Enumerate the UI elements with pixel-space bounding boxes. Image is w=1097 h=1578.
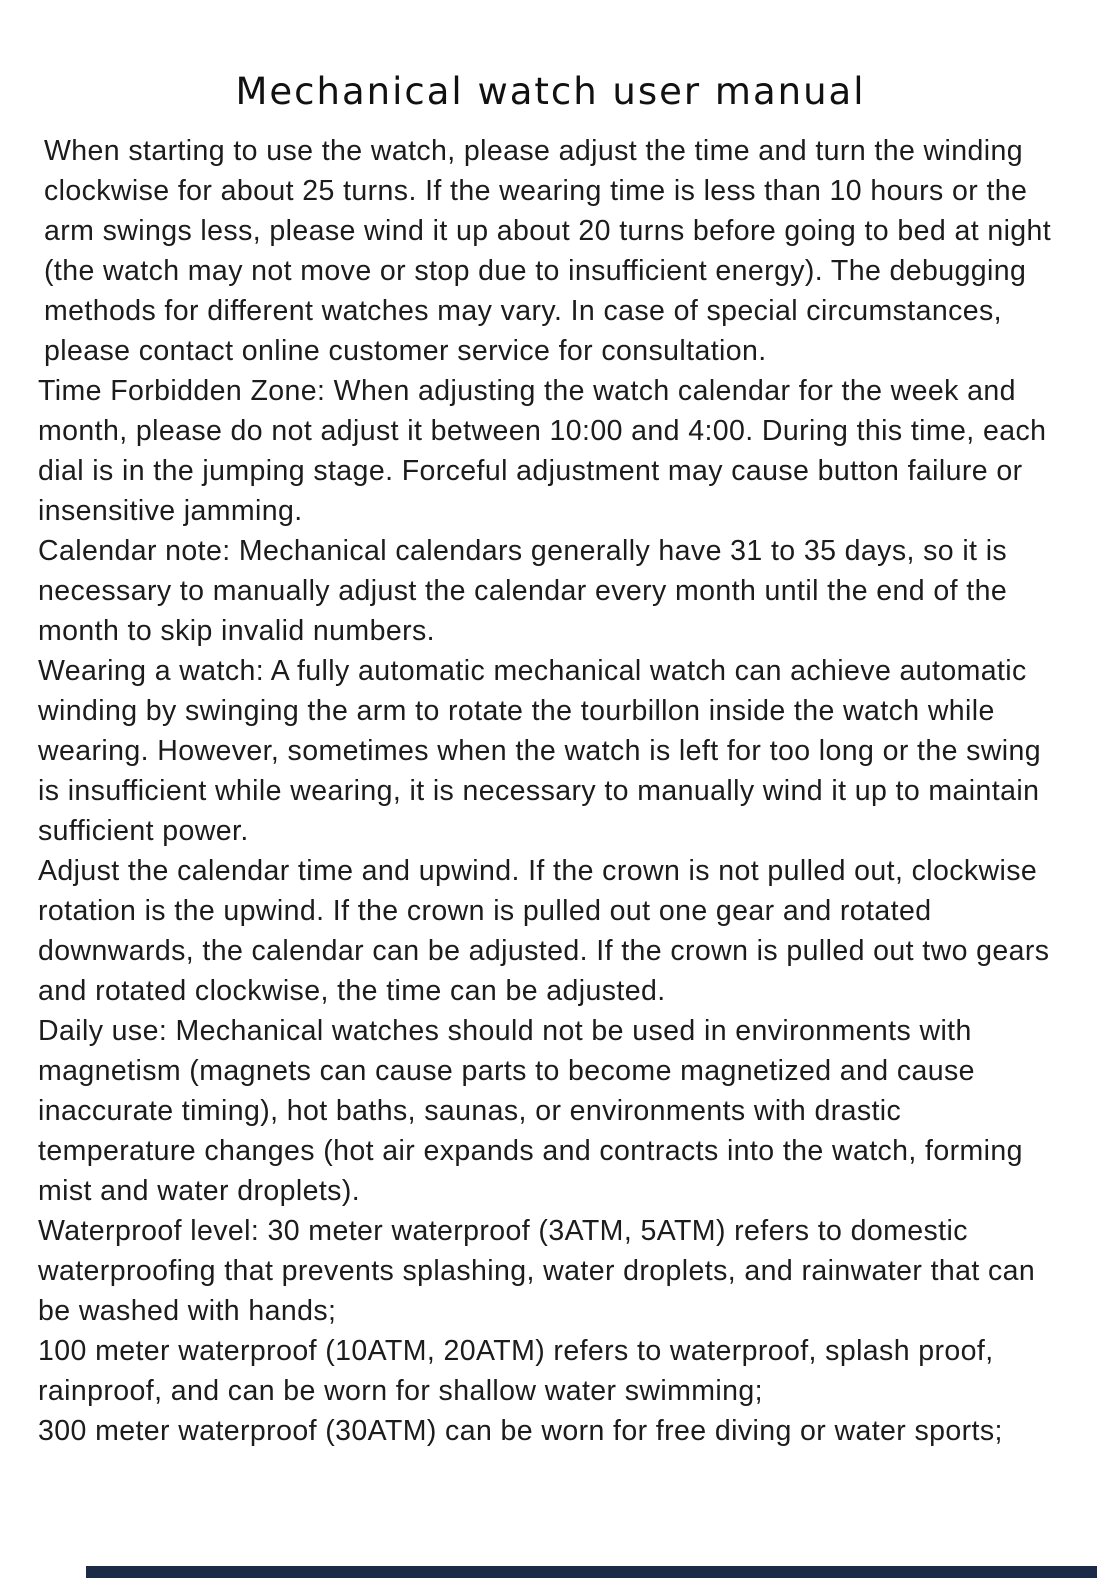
paragraph-waterproof-300m: 300 meter waterproof (30ATM) can be worn for free diving or water sports;: [38, 1415, 1003, 1447]
paragraph-adjust-calendar: Adjust the calendar time and upwind. If the crown is not pulled out, clockwise rotation is the upwind. If the crown is pulled out one gear and rotated downwards, the calendar can be adjusted. If the crown is pulled out two gears and rotated clockwise, the time can be adjusted.: [38, 855, 1050, 1007]
paragraph-time-forbidden-zone: Time Forbidden Zone: When adjusting the watch calendar for the week and month, please do not adjust it between 10:00 and 4:00. During this time, each dial is in the jumping stage. Forceful adjustment may cause button failure or insensitive jamming.: [38, 375, 1047, 527]
bottom-edge-bar: [86, 1566, 1097, 1578]
paragraph-intro: When starting to use the watch, please adjust the time and turn the winding clockwise for about 25 turns. If the wearing time is less than 10 hours or the arm swings less, please wind it up about 20 turns before going to bed at night (the watch may not move or stop due to insufficient energy). The debugging methods for different watches may vary. In case of special circumstances, please contact online customer service for consultation.: [44, 135, 1052, 367]
paragraph-wearing-a-watch: Wearing a watch: A fully automatic mechanical watch can achieve automatic winding by swinging the arm to rotate the tourbillon inside the watch while wearing. However, sometimes when the watch is left for too long or the swing is insufficient while wearing, it is necessary to manually wind it up to maintain sufficient power.: [38, 655, 1042, 847]
paragraph-waterproof-100m: 100 meter waterproof (10ATM, 20ATM) refers to waterproof, splash proof, rainproof, and can be worn for shallow water swimming;: [38, 1335, 994, 1407]
paragraph-daily-use: Daily use: Mechanical watches should not be used in environments with magnetism (magnets can cause parts to become magnetized and cause inaccurate timing), hot baths, saunas, or environments with drastic temperature changes (hot air expands and contracts into the watch, forming mist and water droplets).: [38, 1015, 1023, 1207]
manual-body: [38, 131, 1063, 1451]
page-title: Mechanical watch user manual: [235, 70, 866, 113]
paragraph-waterproof-level: Waterproof level: 30 meter waterproof (3ATM, 5ATM) refers to domestic waterproofing that prevents splashing, water droplets, and rainwater that can be washed with hands;: [38, 1215, 1036, 1327]
paragraph-calendar-note: Calendar note: Mechanical calendars generally have 31 to 35 days, so it is necessary to manually adjust the calendar every month until the end of the month to skip invalid numbers.: [38, 535, 1008, 647]
